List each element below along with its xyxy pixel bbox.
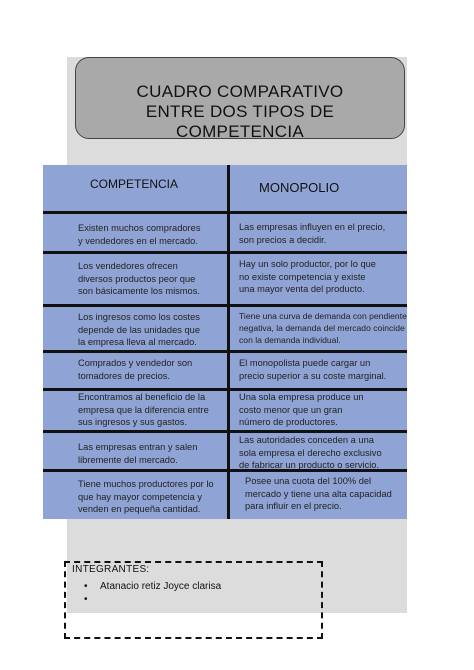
cell-competencia-5: Encontramos al beneficio de la empresa que la diferencia entre sus ingresos y sus gastos. (78, 392, 209, 427)
cell-competencia-2: Los vendedores ofrecen diversos productos peor que son básicamente los mismos. (78, 261, 200, 296)
cell-monopolio-4: El monopolista puede cargar un precio superior a su coste marginal. (239, 358, 387, 381)
table-divider (43, 251, 407, 254)
header-monopolio: MONOPOLIO (259, 180, 340, 195)
cell-monopolio-6: Las autoridades conceden a una sola empresa el derecho exclusivo de fabricar un producto o servicio. (239, 435, 382, 470)
cell-competencia-7: Tiene muchos productores por lo que hay mayor competencia y venden en pequeña cantidad. (78, 479, 214, 514)
cell-competencia-6: Las empresas entran y salen libremente del mercado. (78, 442, 198, 465)
header-competencia: COMPETENCIA (90, 177, 179, 191)
table-divider (43, 211, 407, 214)
cell-monopolio-7: Posee una cuota del 100% del mercado y tiene una alta capacidad para influir en el precio. (245, 476, 392, 511)
cell-competencia-3: Los ingresos como los costes depende de las unidades que la empresa lleva al mercado. (78, 312, 200, 347)
list-item: • Atanacio retiz Joyce clarisa (84, 580, 221, 593)
cell-monopolio-3: Tiene una curva de demanda con pendiente negativa, la demanda del mercado coincide con la demanda individual. (239, 311, 407, 345)
cell-monopolio-1: Las empresas influyen en el precio, son precios a decidir. (239, 222, 386, 245)
cell-monopolio-5: Una sola empresa produce un costo menor que un gran número de productores. (239, 392, 364, 427)
cell-competencia-4: Comprados y vendedor son tomadores de precios. (78, 358, 193, 381)
integrantes-list (84, 580, 221, 593)
table-divider (43, 350, 407, 353)
table-divider (43, 304, 407, 307)
table-divider (43, 430, 407, 433)
title-box (75, 57, 405, 139)
integrantes-label: INTEGRANTES: (72, 564, 150, 575)
cell-competencia-1: Existen muchos compradores y vendedores en el mercado. (78, 223, 201, 246)
table-column-divider (227, 165, 230, 519)
document-title: CUADRO COMPARATIVO ENTRE DOS TIPOS DE COMPETENCIA (136, 82, 344, 139)
cell-monopolio-2: Hay un solo productor, por lo que no existe competencia y existe una mayor venta del producto. (239, 259, 376, 294)
